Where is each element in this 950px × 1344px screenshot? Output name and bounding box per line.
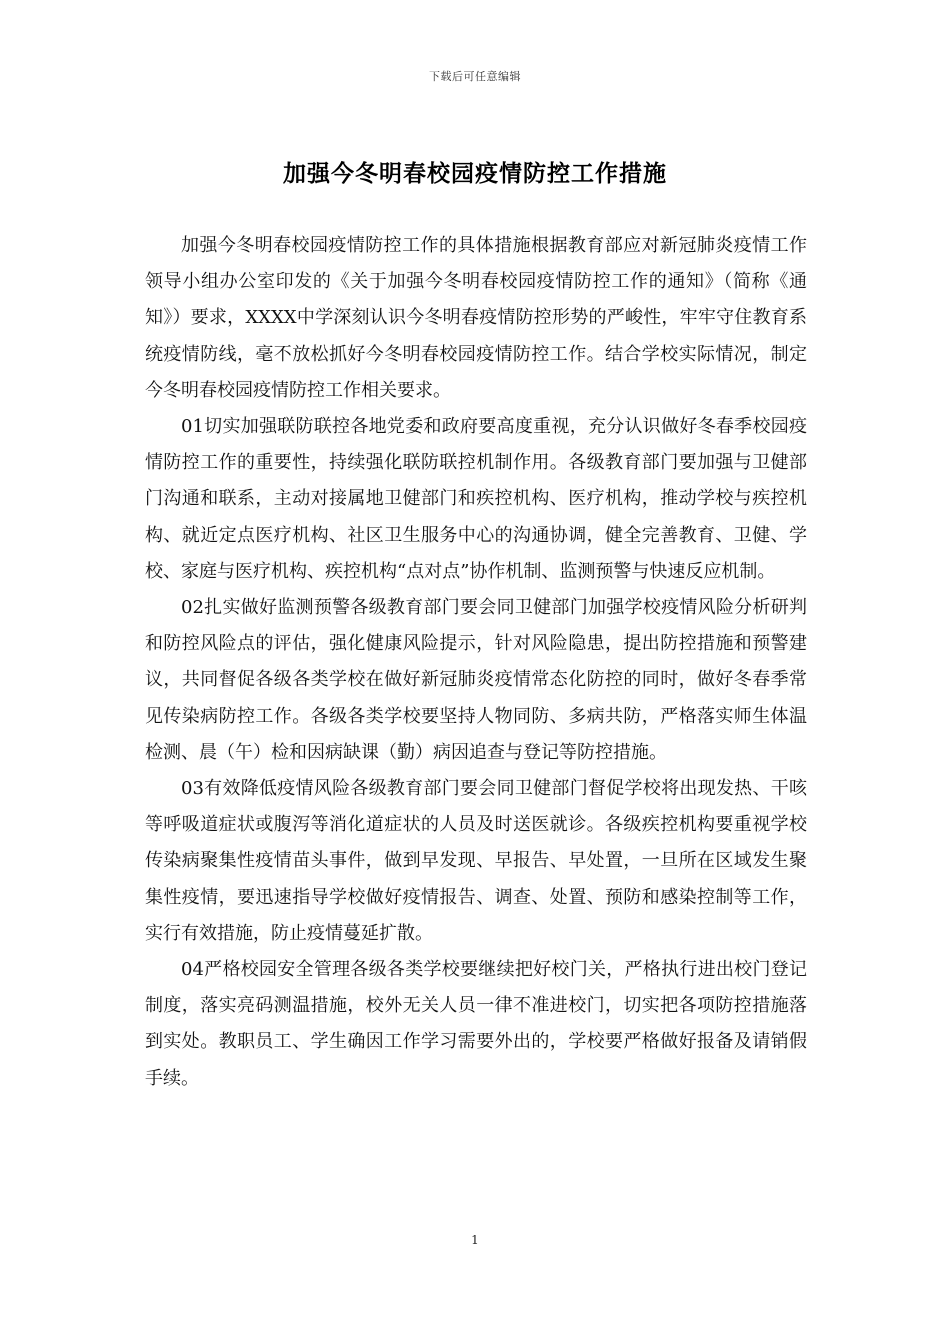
paragraph-intro: 加强今冬明春校园疫情防控工作的具体措施根据教育部应对新冠肺炎疫情工作领导小组办公室印发的《关于加强今冬明春校园疫情防控工作的通知》（简称《通知》）要求，XXXX中学深刻认识今冬明春疫情防控形势的严峻性，牢牢守住教育系统疫情防线，毫不放松抓好今冬明春校园疫情防控工作。结合学校实际情况，制定今冬明春校园疫情防控工作相关要求。	[145, 235, 807, 401]
paragraph-04: 04严格校园安全管理各级各类学校要继续把好校门关，严格执行进出校门登记制度，落实亮码测温措施，校外无关人员一律不准进校门，切实把各项防控措施落到实处。教职员工、学生确因工作学习需要外出的，学校要严格做好报备及请销假手续。	[145, 959, 807, 1089]
header-note: 下载后可任意编辑	[429, 70, 521, 83]
document-body	[145, 228, 807, 1097]
paragraph-01: 01切实加强联防联控各地党委和政府要高度重视，充分认识做好冬春季校园疫情防控工作的重要性，持续强化联防联控机制作用。各级教育部门要加强与卫健部门沟通和联系，主动对接属地卫健部门和疾控机构、医疗机构，推动学校与疾控机构、就近定点医疗机构、社区卫生服务中心的沟通协调，健全完善教育、卫健、学校、家庭与医疗机构、疾控机构“点对点”协作机制、监测预警与快速反应机制。	[145, 416, 807, 582]
document-title: 加强今冬明春校园疫情防控工作措施	[283, 160, 667, 187]
paragraph-03: 03有效降低疫情风险各级教育部门要会同卫健部门督促学校将出现发热、干咳等呼吸道症状或腹泻等消化道症状的人员及时送医就诊。各级疾控机构要重视学校传染病聚集性疫情苗头事件，做到早发现、早报告、早处置，一旦所在区域发生聚集性疫情，要迅速指导学校做好疫情报告、调查、处置、预防和感染控制等工作，实行有效措施，防止疫情蔓延扩散。	[145, 778, 807, 944]
page-number: 1	[471, 1233, 479, 1247]
paragraph-02: 02扎实做好监测预警各级教育部门要会同卫健部门加强学校疫情风险分析研判和防控风险点的评估，强化健康风险提示，针对风险隐患，提出防控措施和预警建议，共同督促各级各类学校在做好新冠肺炎疫情常态化防控的同时，做好冬春季常见传染病防控工作。各级各类学校要坚持人物同防、多病共防，严格落实师生体温检测、晨（午）检和因病缺课（勤）病因追查与登记等防控措施。	[145, 597, 807, 763]
